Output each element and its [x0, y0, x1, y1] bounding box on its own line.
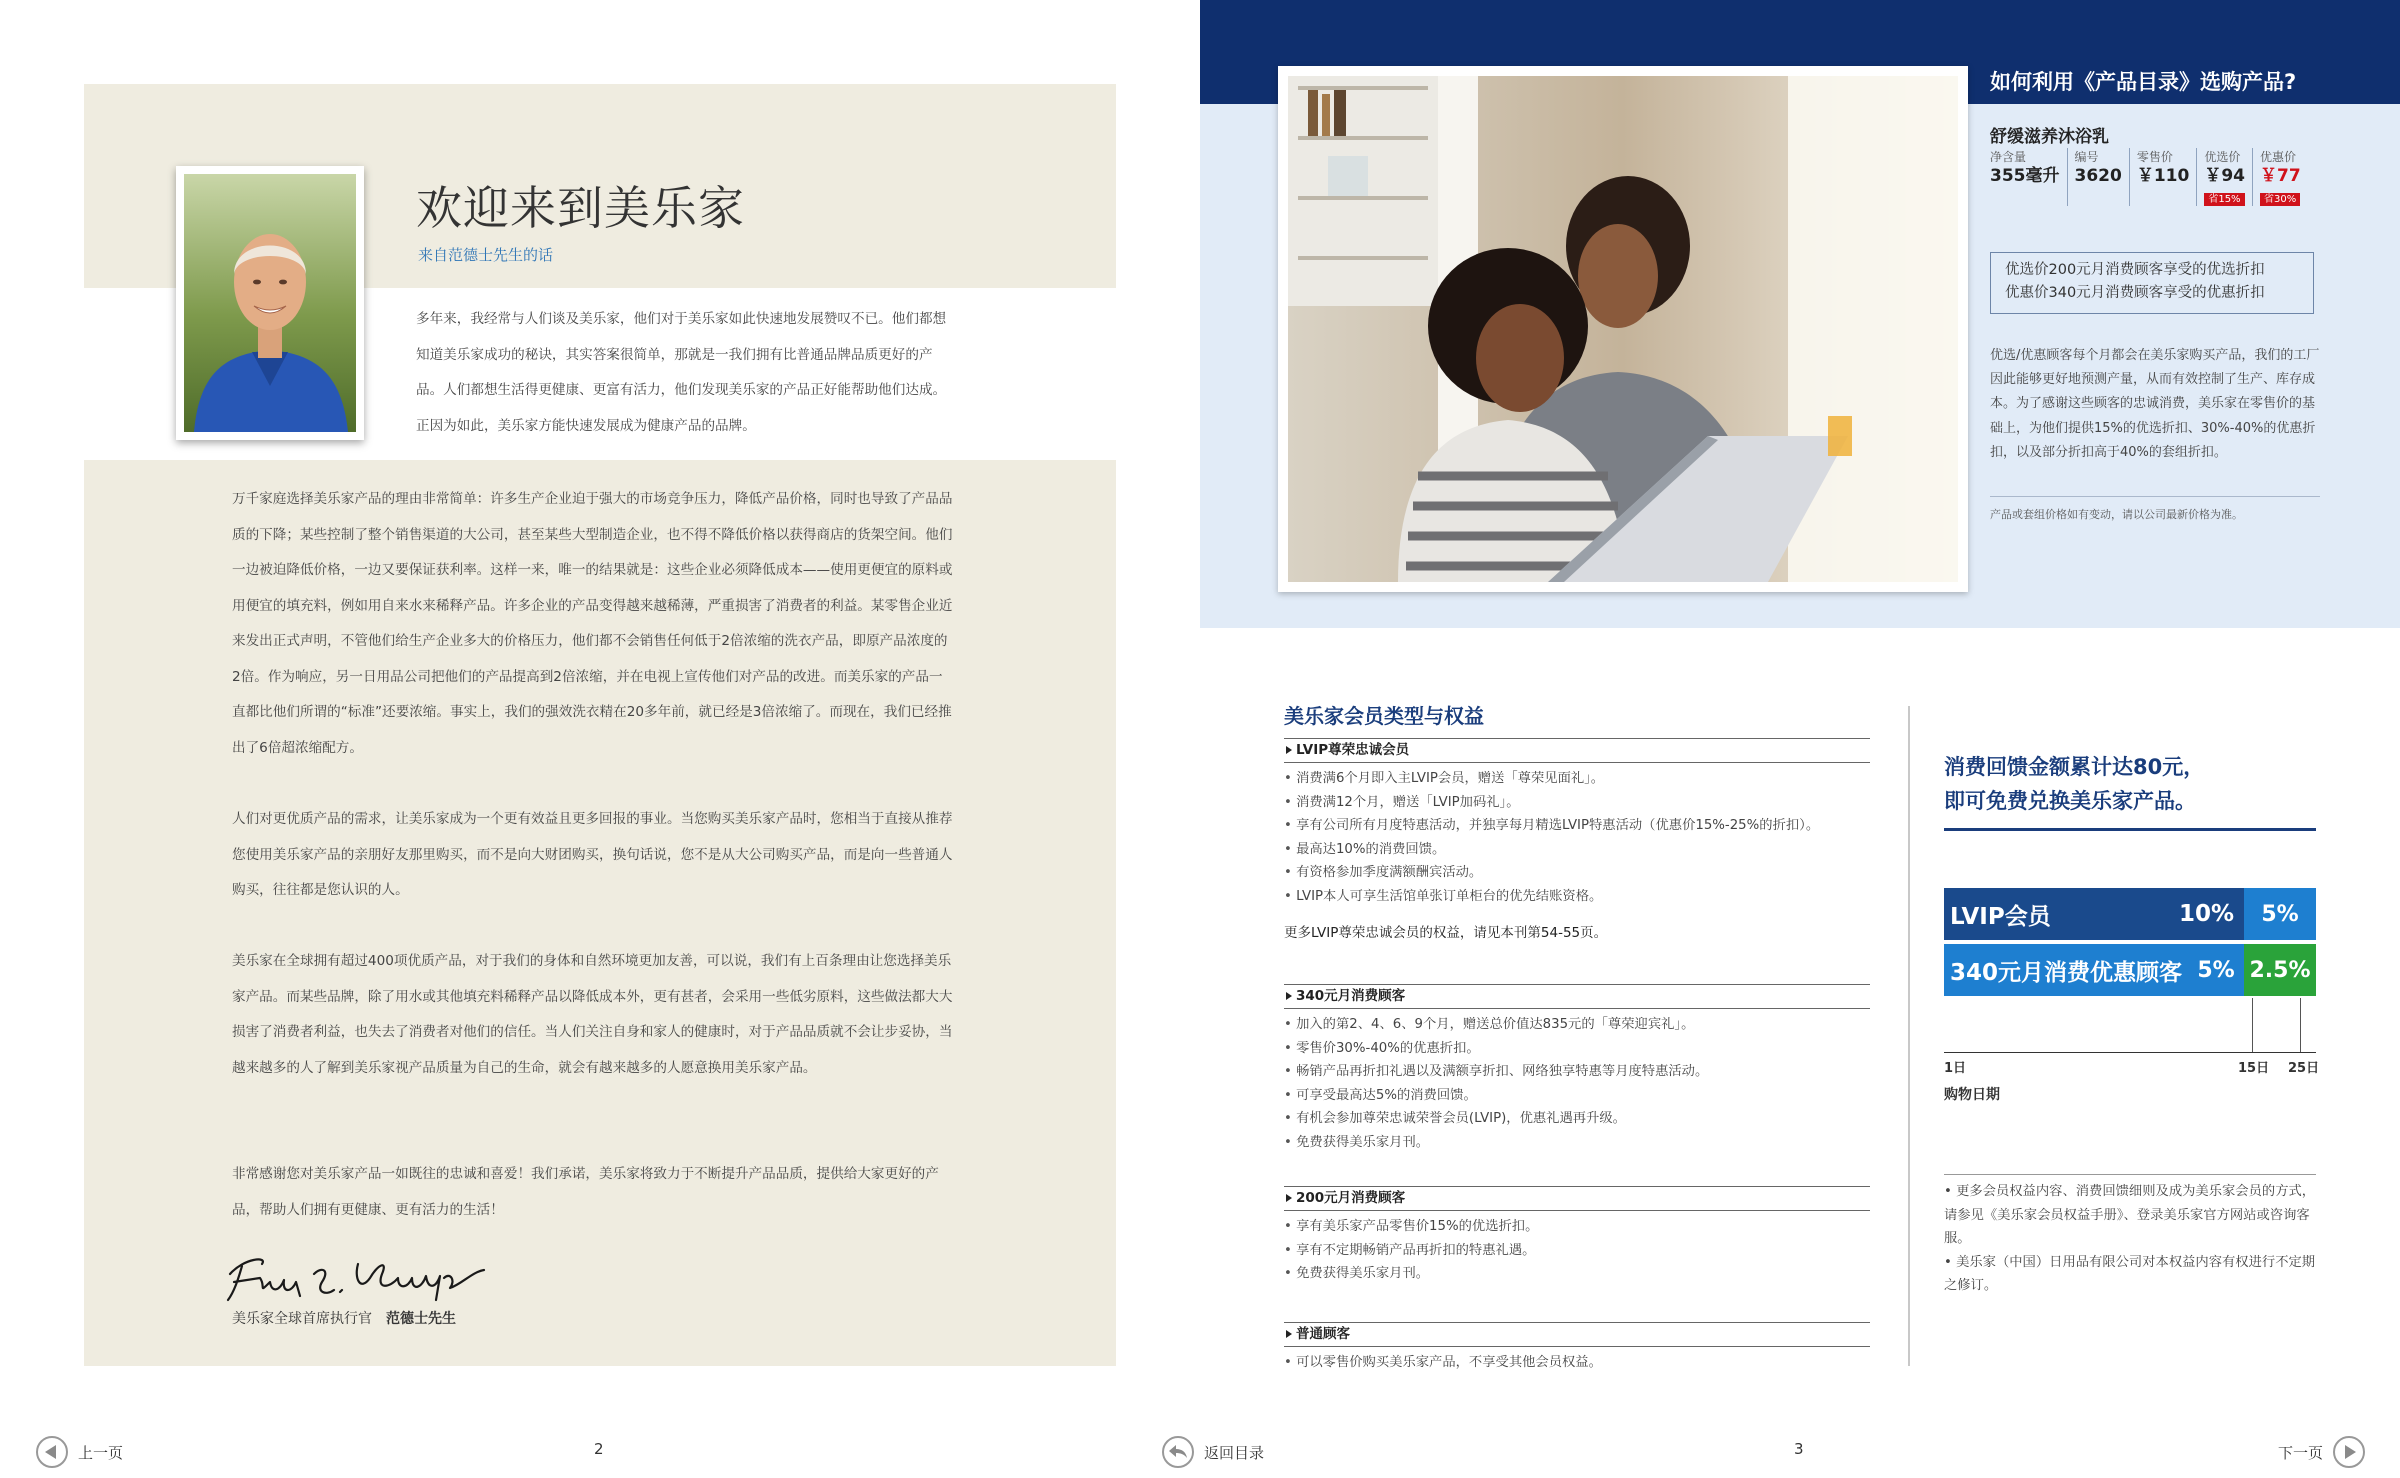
spec-preferred-price: 优选价 ￥94 省15%	[2196, 148, 2252, 206]
day-label: 15日	[2238, 1061, 2270, 1076]
letter-paragraph: 万千家庭选择美乐家产品的理由非常简单：许多生产企业迫于强大的市场竞争压力，降低产品价格，同时也导致了产品品质的下降；某些控制了整个销售渠道的大公司，甚至某些大型制造企业，也不得不降低价格以获得商店的货架空间。他们一边被迫降低价格，一边又要保证获利率。这样一来，唯一的结果就是：这些企业必须降低成本——使用更便宜的原料或用便宜的填充料，例如用自来水来稀释产品。许多企业的产品变得越来越稀薄，严重损害了消费者的利益。某零售企业近来发出正式声明，不管他们给生产企业多大的价格压力，他们都不会销售任何低于2倍浓缩的洗衣产品，即原产品浓度的2倍。作为响应，另一日用品公司把他们的产品提高到2倍浓缩，并在电视上宣传他们对产品的改进。而美乐家的产品一直都比他们所谓的“标准”还要浓缩。事实上，我们的强效洗衣精在20多年前，就已经是3倍浓缩了。而现在，我们已经推出了6倍超浓缩配方。	[232, 491, 953, 756]
list-item: • 美乐家（中国）日用品有限公司对本权益内容有权进行不定期之修订。	[1944, 1251, 2324, 1298]
tier-name: 340元月消费优惠顾客	[1944, 944, 2188, 996]
page-subtitle: 来自范德士先生的话	[418, 246, 554, 264]
signature-name: 范德士先生	[386, 1311, 456, 1327]
benefit-list	[1284, 1351, 1870, 1375]
list-item: • 有机会参加尊荣忠诚荣誉会员(LVIP)，优惠礼遇再升级。	[1284, 1107, 1870, 1131]
ceo-portrait	[176, 166, 364, 440]
letter-paragraph: 人们对更优质产品的需求，让美乐家成为一个更有效益且更多回报的事业。当您购买美乐家产品时，您相当于直接从推荐您使用美乐家产品的亲朋好友那里购买，而不是向大财团购买，换句话说，您不是从大公司购买产品，而是向一些普通人购买，往往都是您认识的人。	[232, 811, 953, 898]
list-item: • 畅销产品再折扣礼遇以及满额享折扣、网络独享特惠等月度特惠活动。	[1284, 1060, 1870, 1084]
list-item: • 可以零售价购买美乐家产品，不享受其他会员权益。	[1284, 1351, 1870, 1375]
next-page-button[interactable]	[2278, 1436, 2365, 1468]
letter-paragraph: 非常感谢您对美乐家产品一如既往的忠诚和喜爱！我们承诺，美乐家将致力于不断提升产品品质，提供给大家更好的产品，帮助人们拥有更健康、更有活力的生活！	[232, 1166, 939, 1218]
section-heading: 200元月消费顾客	[1284, 1186, 1870, 1211]
membership-section-regular	[1284, 1322, 1870, 1375]
spec-discount-price: 优惠价 ￥77 省30%	[2252, 148, 2308, 206]
lvip-more-note: 更多LVIP尊荣忠诚会员的权益，请见本刊第54-55页。	[1284, 924, 1608, 941]
tier-name-cell	[1944, 888, 2244, 940]
back-to-contents-button[interactable]	[1162, 1436, 1264, 1468]
spec-item-number: 编号 3620	[2067, 148, 2129, 206]
arrow-left-icon[interactable]	[36, 1436, 68, 1468]
catalog-guide-title: 如何利用《产品目录》选购产品?	[1990, 70, 2297, 94]
list-item: • 享有不定期畅销产品再折扣的特惠礼遇。	[1284, 1239, 1870, 1263]
day-label: 25日	[2288, 1061, 2320, 1076]
tier-rate: 5%	[2188, 944, 2244, 996]
list-item: • LVIP本人可享生活馆单张订单柜台的优先结账资格。	[1284, 885, 1870, 909]
sample-product-name: 舒缓滋养沐浴乳	[1990, 127, 2109, 147]
prev-page-label[interactable]: 上一页	[78, 1443, 124, 1462]
price-legend-line: 优选价200元月消费顾客享受的优选折扣	[2005, 262, 2265, 278]
arrow-right-icon[interactable]	[2333, 1436, 2365, 1468]
list-item: • 可享受最高达5%的消费回馈。	[1284, 1084, 1870, 1108]
page-number: 2	[594, 1440, 604, 1458]
membership-section-200	[1284, 1186, 1870, 1286]
letter-paragraph: 美乐家在全球拥有超过400项优质产品，对于我们的身体和自然环境更加友善，可以说，我们有上百条理由让您选择美乐家产品。而某些品牌，除了用水或其他填充料稀释产品以降低成本外，更有甚者，会采用一些低劣原料，这些做法都大大损害了消费者利益，也失去了消费者对他们的信任。当人们关注自身和家人的健康时，对于产品品质就不会让步妥协，当越来越多的人了解到美乐家视产品质量为自己的生命，就会有越来越多的人愿意换用美乐家产品。	[232, 953, 953, 1076]
section-heading: 普通顾客	[1284, 1322, 1870, 1347]
spec-retail-price: 零售价 ￥110	[2129, 148, 2197, 206]
price-legend-line: 优惠价340元月消费顾客享受的优惠折扣	[2005, 285, 2265, 301]
divider	[1944, 1174, 2316, 1175]
divider	[1944, 828, 2316, 831]
list-item: • 更多会员权益内容、消费回馈细则及成为美乐家会员的方式，请参见《美乐家会员权益手册》、登录美乐家官方网站或咨询客服。	[1944, 1180, 2324, 1251]
list-item: • 有资格参加季度满额酬宾活动。	[1284, 861, 1870, 885]
membership-section-340	[1284, 984, 1870, 1155]
day-25-tick	[2300, 998, 2301, 1052]
signature-role: 美乐家全球首席执行官	[232, 1311, 372, 1327]
back-to-contents-label[interactable]: 返回目录	[1204, 1443, 1265, 1462]
list-item: • 享有美乐家产品零售价15%的优选折扣。	[1284, 1215, 1870, 1239]
catalog-description: 优选/优惠顾客每个月都会在美乐家购买产品，我们的工厂因此能够更好地预测产量，从而有效控制了生产、库存成本。为了感谢这些顾客的忠诚消费，美乐家在零售价的基础上，为他们提供15%的优选折扣、30%-40%的优惠折扣，以及部分折扣高于40%的套组折扣。	[1990, 348, 2320, 460]
day-15-tick	[2252, 998, 2253, 1052]
price-change-note: 产品或套组价格如有变动，请以公司最新价格为准。	[1990, 508, 2243, 521]
intro-paragraph: 多年来，我经常与人们谈及美乐家，他们对于美乐家如此快速地发展赞叹不已。他们都想知道美乐家成功的秘诀，其实答案很简单，那就是一我们拥有比普通品牌品质更好的产品。人们都想生活得更健康、更富有活力，他们发现美乐家的产品正好能帮助他们达成。正因为如此，美乐家方能快速发展成为健康产品的品牌。	[416, 311, 947, 434]
return-icon[interactable]	[1162, 1436, 1194, 1468]
product-spec-row	[1990, 148, 2308, 206]
page-title: 欢迎来到美乐家	[416, 181, 745, 235]
benefit-list	[1284, 1215, 1870, 1286]
signature-caption	[232, 1308, 456, 1328]
divider	[1990, 496, 2320, 497]
tier-rate-late: 2.5%	[2244, 944, 2316, 996]
date-axis-title: 购物日期	[1944, 1087, 2000, 1103]
day-label: 1日	[1944, 1061, 1967, 1076]
list-item: • 享有公司所有月度特惠活动，并独享每月精选LVIP特惠活动（优惠价15%-25%的折扣）。	[1284, 814, 1870, 838]
savings-badge: 省30%	[2260, 193, 2300, 206]
list-item: • 加入的第2、4、6、9个月，赠送总价值达835元的「尊荣迎宾礼」。	[1284, 1013, 1870, 1037]
couple-laptop-photo	[1278, 66, 1968, 592]
rebate-tier-340	[1944, 944, 2316, 996]
list-item: • 消费满6个月即入主LVIP会员，赠送「尊荣见面礼」。	[1284, 767, 1870, 791]
savings-badge: 省15%	[2204, 193, 2244, 206]
column-divider	[1908, 706, 1910, 1366]
list-item: • 消费满12个月，赠送「LVIP加码礼」。	[1284, 791, 1870, 815]
tier-rate: 10%	[2178, 901, 2234, 927]
rebate-title: 消费回馈金额累计达80元， 即可免费兑换美乐家产品。	[1944, 755, 2205, 813]
list-item: • 免费获得美乐家月刊。	[1284, 1262, 1870, 1286]
spec-volume: 净含量 355毫升	[1990, 150, 2060, 186]
ceo-signature	[222, 1252, 492, 1306]
section-heading: 340元月消费顾客	[1284, 984, 1870, 1009]
section-heading: LVIP尊荣忠诚会员	[1284, 738, 1870, 763]
next-page-label[interactable]: 下一页	[2278, 1443, 2324, 1462]
list-item: • 最高达10%的消费回馈。	[1284, 838, 1870, 862]
list-item: • 零售价30%-40%的优惠折扣。	[1284, 1037, 1870, 1061]
prev-page-button[interactable]	[36, 1436, 123, 1468]
membership-title: 美乐家会员类型与权益	[1284, 704, 1484, 728]
benefit-list	[1284, 767, 1870, 909]
price-legend-box	[1990, 252, 2314, 314]
membership-section-lvip	[1284, 738, 1870, 941]
list-item: • 免费获得美乐家月刊。	[1284, 1131, 1870, 1155]
tier-name: LVIP会员	[1950, 903, 2051, 930]
tier-rate-late: 5%	[2244, 888, 2316, 940]
date-axis	[1944, 1052, 2316, 1053]
page-number: 3	[1794, 1440, 1804, 1458]
rebate-notes	[1944, 1180, 2324, 1298]
rebate-tier-lvip	[1944, 888, 2316, 940]
benefit-list	[1284, 1013, 1870, 1155]
